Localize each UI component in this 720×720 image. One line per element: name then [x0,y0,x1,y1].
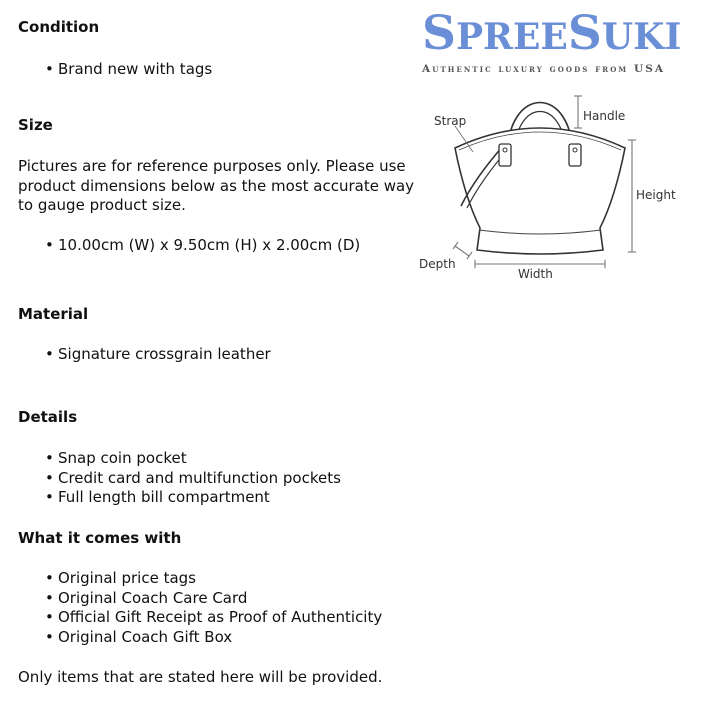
size-list [18,236,360,256]
condition-list [18,60,212,80]
bag-tab-right [569,144,581,166]
bag-tab-left [499,144,511,166]
logo-letters: UKI [601,16,682,58]
list-item: • Signature crossgrain leather [18,345,271,365]
logo-wordmark [422,6,720,65]
list-item: • Official Gift Receipt as Proof of Authenticity [18,608,382,628]
material-heading: Material [18,305,89,323]
logo-tagline: Authentic luxury goods from USA [422,63,666,75]
list-item: • Brand new with tags [18,60,212,80]
bag-body-icon [455,128,625,254]
list-item: • Full length bill compartment [18,488,341,508]
label-handle: Handle [583,109,626,123]
logo-letter: S [567,6,602,61]
list-item: • Original Coach Gift Box [18,628,382,648]
size-heading: Size [18,116,53,134]
material-list [18,345,271,365]
comes-with-list [18,569,382,647]
label-width: Width [518,267,553,281]
size-note: Pictures are for reference purposes only. Please use product dimensions below as the most accurate way to gauge product size. [18,157,415,214]
label-depth: Depth [419,257,456,271]
list-item: • Credit card and multifunction pockets [18,469,341,489]
list-item: • Original price tags [18,569,382,589]
list-item: • Snap coin pocket [18,449,341,469]
condition-heading: Condition [18,18,100,36]
list-item: • Original Coach Care Card [18,589,382,609]
brand-logo [422,6,720,75]
list-item: • 10.00cm (W) x 9.50cm (H) x 2.00cm (D) [18,236,360,256]
comes-with-heading: What it comes with [18,529,182,547]
label-strap: Strap [434,114,467,128]
logo-letters: PREE [455,16,568,58]
footer-note: Only items that are stated here will be provided. [18,668,383,686]
label-height: Height [636,188,676,202]
bag-dimension-diagram [415,88,720,288]
logo-letter: S [422,6,456,61]
details-heading: Details [18,408,78,426]
details-list [18,449,341,508]
